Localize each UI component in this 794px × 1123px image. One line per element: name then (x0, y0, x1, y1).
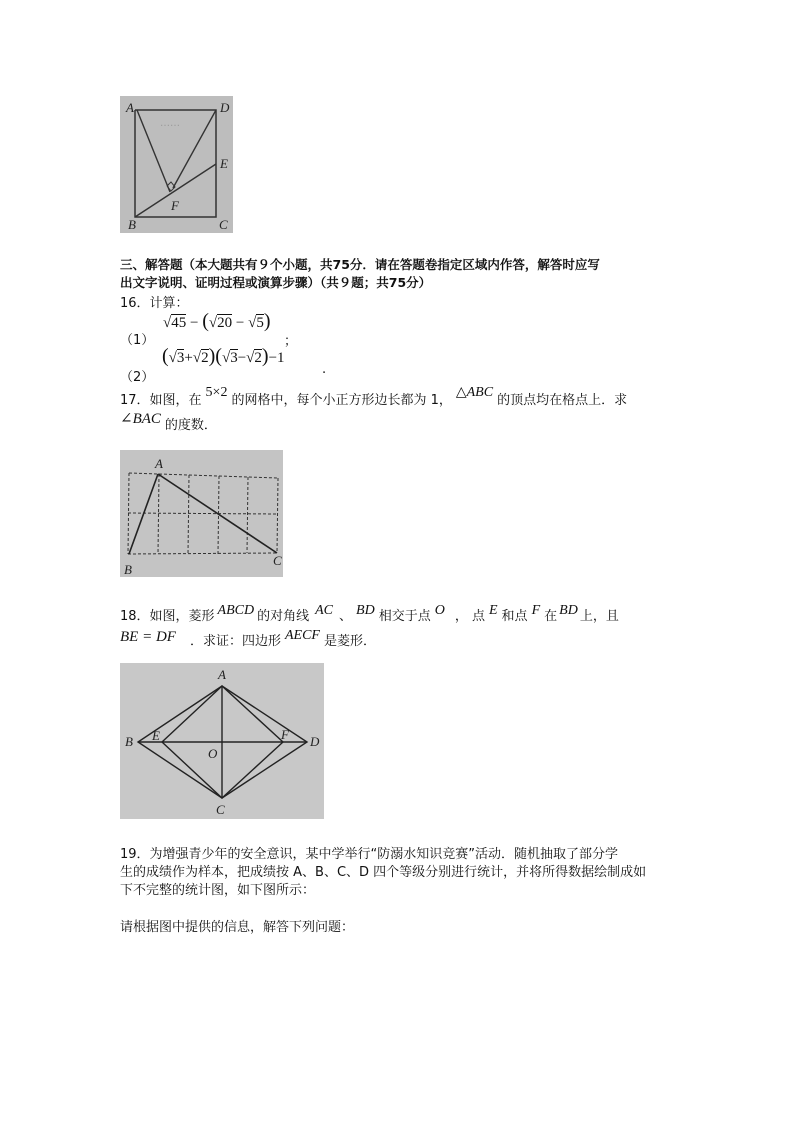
q16-part1-end: ； (284, 334, 298, 349)
sqrt-2: √2 (192, 350, 209, 366)
q19-line3: 下不完整的统计图，如下图所示： (120, 883, 316, 898)
point-e: E (488, 603, 498, 618)
label-d: D (220, 100, 230, 115)
diagonal-bd-2: BD (559, 603, 578, 618)
q17-line1: 17．如图，在5×2的网格中，每个小正方形边长都为 1，△ABC的顶点均在格点上．求 (120, 385, 628, 408)
sqrt-3: √3 (168, 350, 185, 366)
q19-line4: 请根据图中提供的信息，解答下列问题： (120, 920, 355, 935)
q16-part1-number: （1） (120, 333, 155, 348)
label-b: B (125, 734, 133, 749)
label-c: C (216, 802, 225, 817)
figure-rhombus (120, 663, 324, 819)
label-e: E (152, 728, 160, 743)
minus-one: −1 (268, 350, 285, 366)
label-b: B (124, 562, 132, 577)
sqrt-3-b: √3 (221, 350, 238, 366)
section3-heading-line2: 出文字说明、证明过程或演算步骤）（共９题；共75分） (120, 275, 432, 290)
diagonal-bd: BD (356, 603, 375, 618)
q16-stem: 16．计算： (120, 296, 189, 311)
section3-heading-line1: 三、解答题（本大题共有９个小题，共75分．请在答题卷指定区域内作答，解答时应写 (120, 257, 600, 272)
sqrt-20: √20 (208, 315, 233, 331)
q16-part2-number: （2） (120, 370, 155, 385)
label-e: E (220, 156, 228, 171)
figure-grid-triangle (120, 450, 283, 577)
quad-name: AECF (284, 628, 320, 643)
q17-triangle: △ABC (455, 385, 494, 400)
open-paren: ( (202, 310, 209, 332)
label-c: C (273, 553, 282, 568)
sqrt-2-b: √2 (246, 350, 262, 366)
figure-rectangle-abcd (120, 96, 233, 233)
label-a: A (126, 100, 134, 115)
q18-line2: BE = DF ．求证：四边形 AECF 是菱形． (120, 628, 376, 649)
q19-line2: 生的成绩作为样本，把成绩按 A、B、C、D 四个等级分别进行统计，并将所得数据绘制成如 (120, 865, 647, 880)
q16-part1-expression (163, 310, 270, 336)
q18-line1: 18．如图，菱形 ABCD 的对角线 AC 、 BD 相交于点 O ， 点 E 和点 F 在 BD 上，且 (120, 603, 619, 624)
close-paren: ) (263, 310, 271, 332)
diagonal-ac: AC (315, 603, 334, 618)
rhombus-name: ABCD (217, 603, 255, 618)
label-a: A (218, 667, 226, 682)
sqrt-45: √45 (163, 315, 187, 331)
label-c: C (219, 217, 228, 232)
sqrt-5: √5 (248, 315, 264, 331)
label-o: O (208, 746, 218, 761)
q16-part2-end: . (322, 362, 327, 377)
q17-angle: ∠BAC (120, 411, 161, 427)
q16-part2-expression: (√3+√2)(√3−√2)−1 (162, 345, 285, 367)
equation-be-df: BE = DF (120, 629, 176, 645)
minus-sign: − (189, 315, 199, 331)
q17-line2: ∠BAC 的度数． (120, 411, 217, 433)
watermark-text: …… (160, 118, 180, 129)
label-f: F (281, 727, 289, 742)
label-d: D (310, 734, 320, 749)
q19-line1: 19．为增强青少年的安全意识，某中学举行“防溺水知识竞赛”活动．随机抽取了部分学 (120, 847, 619, 862)
label-f: F (171, 198, 179, 213)
minus-sign-2: − (235, 315, 245, 331)
q17-grid-size: 5×2 (205, 385, 228, 400)
point-o: O (434, 603, 445, 618)
point-f: F (531, 603, 541, 618)
label-a: A (155, 456, 163, 471)
label-b: B (128, 217, 136, 232)
